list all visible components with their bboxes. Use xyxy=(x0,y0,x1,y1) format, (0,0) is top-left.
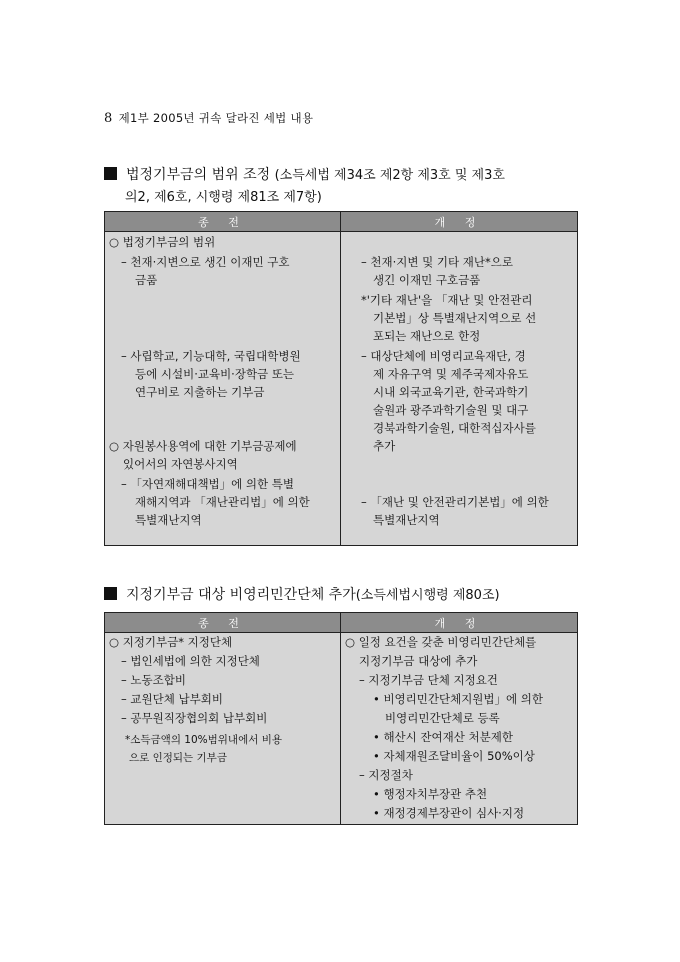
section1-col-old: 종 전 xyxy=(105,212,341,232)
s1-old-line: 있어서의 자연봉사지역 xyxy=(123,457,238,471)
s2-new-line: – 지정기부금 단체 지정요건 xyxy=(359,673,498,687)
section1-ref-line1: (소득세법 제34조 제2항 제3호 및 제3호 xyxy=(274,168,505,183)
running-title: 제1부 2005년 귀속 달라진 세법 내용 xyxy=(118,111,314,125)
s2-old-line: *소득금액의 10%범위내에서 비용 xyxy=(125,734,282,746)
s1-new-line: 특별재난지역 xyxy=(373,513,440,527)
section2-title: 지정기부금 대상 비영리민간단체 추가 xyxy=(126,587,356,603)
s1-old-line: – 천재·지변으로 생긴 이재민 구호 xyxy=(121,255,290,269)
s1-new-line: 생긴 이재민 구호금품 xyxy=(373,273,481,287)
section1-col-new: 개 정 xyxy=(341,212,578,232)
section1-table xyxy=(104,211,578,546)
s1-new-line: 추가 xyxy=(373,439,396,453)
s1-old-line: ○ 법정기부금의 범위 xyxy=(109,235,216,249)
s2-new-line: – 지정절차 xyxy=(359,768,413,782)
section2-col-new: 개 정 xyxy=(341,613,578,633)
s1-new-line: 기본법」상 특별재난지역으로 선 xyxy=(373,311,537,325)
section1-old-cell xyxy=(105,232,341,546)
s2-new-line: 지정기부금 대상에 추가 xyxy=(359,654,478,668)
s2-new-line: • 자체재원조달비율이 50%이상 xyxy=(373,749,535,763)
s1-old-line: 연구비로 지출하는 기부금 xyxy=(135,385,265,399)
page-header xyxy=(104,110,313,126)
s1-old-line: 금품 xyxy=(135,273,158,287)
s1-new-line: – 대상단체에 비영리교육재단, 경 xyxy=(361,349,526,363)
s1-new-line: 술원과 광주과학기술원 및 대구 xyxy=(373,403,529,417)
section1-title: 법정기부금의 범위 조정 xyxy=(126,167,271,183)
s1-old-line: 재해지역과 「재난관리법」에 의한 xyxy=(135,495,310,509)
section1-ref-line2: 의2, 제6호, 시행령 제81조 제7항) xyxy=(125,190,322,205)
s1-new-line: 경북과학기술원, 대한적십자사를 xyxy=(373,421,536,435)
s1-new-line: *'기타 재난'을 「재난 및 안전관리 xyxy=(361,293,533,307)
s1-old-line: 등에 시설비·교육비·장학금 또는 xyxy=(135,367,295,381)
s1-old-line: – 「자연재해대책법」에 의한 특별 xyxy=(121,477,295,491)
page-number: 8 xyxy=(104,111,113,126)
s2-old-line: – 교원단체 납부회비 xyxy=(121,692,223,706)
square-bullet-icon xyxy=(104,167,117,180)
s2-old-line: – 공무원직장협의회 납부회비 xyxy=(121,711,268,725)
s2-new-line: • 행정자치부장관 추천 xyxy=(373,787,488,801)
section2-heading xyxy=(104,584,500,607)
section1-new-cell xyxy=(341,232,578,546)
s1-new-line: – 천재·지변 및 기타 재난*으로 xyxy=(361,255,513,269)
s1-new-line: 포되는 재난으로 한정 xyxy=(373,329,481,343)
section1-heading xyxy=(104,164,505,209)
s2-old-line: – 노동조합비 xyxy=(121,673,186,687)
section2-old-cell xyxy=(105,633,341,825)
section2-col-old: 종 전 xyxy=(105,613,341,633)
s1-old-line: – 사립학교, 기능대학, 국립대학병원 xyxy=(121,349,301,363)
s2-new-line: 비영리민간단체로 등록 xyxy=(385,711,500,725)
section2-table xyxy=(104,612,578,825)
section2-ref: (소득세법시행령 제80조) xyxy=(355,588,500,603)
square-bullet-icon xyxy=(104,587,117,600)
s2-old-line: – 법인세법에 의한 지정단체 xyxy=(121,654,260,668)
s2-old-line: 으로 인정되는 기부금 xyxy=(129,752,227,764)
s2-new-line: • 재정경제부장관이 심사·지정 xyxy=(373,806,525,820)
s1-new-line: 시내 외국교육기관, 한국과학기 xyxy=(373,385,529,399)
s2-old-line: ○ 지정기부금* 지정단체 xyxy=(109,635,233,649)
s2-new-line: • 해산시 잔여재산 처분제한 xyxy=(373,730,513,744)
s1-old-line: ○ 자원봉사용역에 대한 기부금공제에 xyxy=(109,439,297,453)
s1-new-line: – 「재난 및 안전관리기본법」에 의한 xyxy=(361,495,549,509)
s1-old-line: 특별재난지역 xyxy=(135,513,202,527)
s1-new-line: 제 자유구역 및 제주국제자유도 xyxy=(373,367,529,381)
section2-new-cell xyxy=(341,633,578,825)
s2-new-line: ○ 일정 요건을 갖춘 비영리민간단체를 xyxy=(345,635,537,649)
s2-new-line: • 비영리민간단체지원법」에 의한 xyxy=(373,692,544,706)
